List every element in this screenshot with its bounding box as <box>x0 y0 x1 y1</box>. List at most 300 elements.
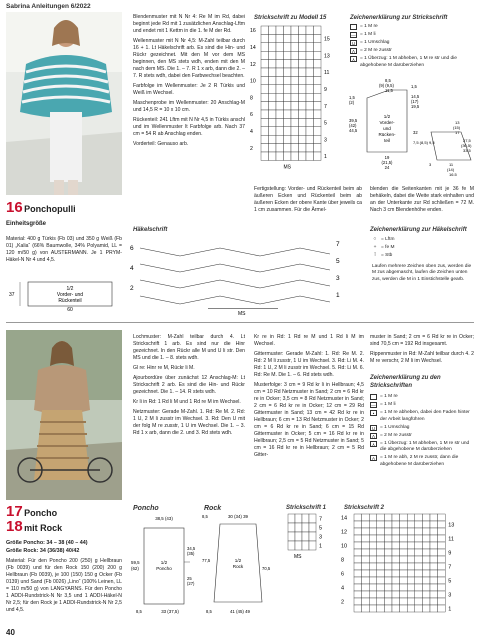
chart1-cell <box>276 118 284 126</box>
s2-cell <box>354 563 362 570</box>
crochet-row-label: 3 <box>336 275 340 282</box>
s1-cell <box>302 523 309 532</box>
chart1-cell <box>291 43 299 51</box>
rock-schematic <box>200 510 276 616</box>
chart1-cell <box>291 85 299 93</box>
s2-cell <box>362 542 370 549</box>
chart1-cell <box>291 93 299 101</box>
s2-cell <box>422 556 430 563</box>
sch-l1b: (2) <box>349 100 355 105</box>
s2-cell <box>415 591 423 598</box>
legend1-item <box>350 32 475 38</box>
s2-cell <box>377 591 385 598</box>
s2-row-label: 11 <box>448 536 454 543</box>
sch-sl6: (30,5) <box>461 143 472 148</box>
s2-cell <box>354 605 362 612</box>
s2-row-label: 6 <box>341 571 345 578</box>
legend2-sym: + <box>373 245 377 251</box>
s2-cell <box>377 542 385 549</box>
chart1-cell <box>284 135 292 143</box>
chart1-cell <box>269 68 277 76</box>
s1-cell <box>309 514 316 523</box>
s2-cell <box>430 514 438 521</box>
s2-cell <box>407 528 415 535</box>
s2-cell <box>362 535 370 542</box>
s2-cell <box>415 577 423 584</box>
s2-cell <box>354 535 362 542</box>
chart1-cell <box>276 76 284 84</box>
chart1-row-label: 3 <box>324 137 327 144</box>
chart1-cell <box>306 34 314 42</box>
s2-cell <box>430 577 438 584</box>
chart-s1-title: Strickschrift 1 <box>286 505 327 511</box>
chart-s2-title: Strickschrift 2 <box>344 505 385 511</box>
s2-cell <box>422 528 430 535</box>
top-col2 <box>133 14 245 151</box>
legend3-sym: ⋏ <box>371 441 376 447</box>
s2-cell <box>407 570 415 577</box>
legend3-item <box>370 410 476 423</box>
sch-c3: und <box>383 126 391 131</box>
chart1-cell <box>269 76 277 84</box>
s2-cell <box>400 591 408 598</box>
chart1-cell <box>306 118 314 126</box>
legend3-item <box>370 433 476 439</box>
size-heading: Einheitsgröße <box>6 221 47 227</box>
chart1-cell <box>261 135 269 143</box>
s2-cell <box>377 535 385 542</box>
chart1-cell <box>269 34 277 42</box>
chart1-cell <box>284 85 292 93</box>
chart1-cell <box>314 127 322 135</box>
s2-cell <box>422 542 430 549</box>
s2-cell <box>354 591 362 598</box>
chart1-cell <box>299 43 307 51</box>
s2-cell <box>400 556 408 563</box>
section-divider <box>6 322 474 323</box>
s2-cell <box>362 598 370 605</box>
poncho-left2: (62) <box>131 566 139 571</box>
sch-tw2: (9) (9,5) <box>379 83 394 88</box>
chart1-cell <box>306 60 314 68</box>
s2-cell <box>438 521 446 528</box>
s2-row-label: 2 <box>341 599 345 606</box>
model-17-18-title <box>6 504 124 534</box>
legend3-item <box>370 425 476 431</box>
chart1-cell <box>306 51 314 59</box>
col2-p2: Wellenmuster mit N Nr 4,5: M-Zahl teilbar durch 16 + 1. Lt Häkelschrift arb. Es sind die Hin- und Rückr gezeichnet. Mit den M vor dem MS beginnen, den MS stets wdh, enden mit den M nach dem MS. Die 1. – 7. R 1 x arb, dann die 2. – 7. R stets wdh, dabei den Farbwechsel beachten. <box>133 38 245 80</box>
rock-c1: 1/2 <box>234 558 242 563</box>
s2-cell <box>392 542 400 549</box>
s2-cell <box>362 521 370 528</box>
s1-cell <box>295 532 302 541</box>
legend1-sym: — <box>351 33 356 39</box>
chart1-cell <box>299 85 307 93</box>
sch-c4: Rücken- <box>378 132 396 137</box>
chart1-cell <box>299 127 307 135</box>
s2-cell <box>415 563 423 570</box>
chart1-cell <box>261 51 269 59</box>
chart1-cell <box>306 85 314 93</box>
s2-cell <box>377 556 385 563</box>
s2-cell <box>362 563 370 570</box>
chart1-row-label: 1 <box>324 154 327 161</box>
s1-row-label: 7 <box>319 516 323 523</box>
s2-cell <box>384 556 392 563</box>
s2-cell <box>407 605 415 612</box>
chart1-cell <box>276 51 284 59</box>
legend1 <box>350 24 475 71</box>
legend1-sym: U <box>351 41 356 47</box>
s1-cell <box>288 514 295 523</box>
chart1-cell <box>299 93 307 101</box>
model-17-18-photo <box>6 330 122 500</box>
chart1-cell <box>269 118 277 126</box>
chart1-row-label: 9 <box>324 87 327 93</box>
chart1-cell <box>261 127 269 135</box>
legend1-item <box>350 56 475 69</box>
sch-tw3: 11,5 <box>385 88 393 93</box>
chart1-cell <box>261 43 269 51</box>
s2-cell <box>415 528 423 535</box>
chart1-cell <box>269 26 277 34</box>
legend2-text: = Stb <box>381 253 393 259</box>
chart1-cell <box>284 34 292 42</box>
s2-cell <box>384 598 392 605</box>
chart1-cell <box>314 51 322 59</box>
legend2 <box>372 237 476 284</box>
s2-cell <box>430 556 438 563</box>
s2-cell <box>377 549 385 556</box>
chart1-cell <box>284 110 292 118</box>
crochet-row-label: 5 <box>336 258 340 265</box>
legend3-sym: A <box>371 456 375 462</box>
sch-r1: 1,5 <box>411 84 417 89</box>
s2-cell <box>354 514 362 521</box>
s2-cell <box>400 570 408 577</box>
s1-row-label: 5 <box>319 525 323 532</box>
chart1-cell <box>306 43 314 51</box>
s2-cell <box>392 549 400 556</box>
s2-cell <box>392 605 400 612</box>
small-l2: Vorder- und <box>56 292 84 298</box>
materials-text: Material: 400 g Türkis (Fb 03) und 350 g Weiß (Fb 01) „Kalia“ (66% Baumwolle, 34% Polyamid, LL = 120 m/50 g) von AUSTERMANN. Je 1 PRYM-Häkel-N Nr 4 und 4,5. <box>6 236 122 264</box>
chart1-cell <box>314 135 322 143</box>
legend3-text: = 1 Überzug: 1 M abheben, 1 M re str und die abgehobene M darüberziehen <box>380 440 470 453</box>
crochet-row-label: 1 <box>336 292 340 299</box>
legend3-text: = 2 M re zusstr <box>380 432 412 438</box>
rock-right: 70,5 <box>262 566 271 571</box>
sch-r4: 19,5 <box>411 104 420 109</box>
s2-cell <box>422 598 430 605</box>
sizes-17-18 <box>6 540 124 555</box>
s1-cell <box>295 514 302 523</box>
legend1-title: Zeichenerklärung zur Strickschrift <box>350 15 448 21</box>
s2-cell <box>369 521 377 528</box>
top-col3 <box>254 186 362 217</box>
s2-cell <box>354 556 362 563</box>
chart-s1 <box>284 512 334 572</box>
legend2-title: Zeichenerklärung zur Häkelschrift <box>370 227 467 233</box>
chart1-cell <box>269 135 277 143</box>
s2-cell <box>354 528 362 535</box>
chart1-cell <box>314 85 322 93</box>
s2-cell <box>430 528 438 535</box>
b-col3-p1: Kr re in Rd: 1 Rd re M und 1 Rd li M im Wechsel. <box>254 334 364 348</box>
chart1-cell <box>299 34 307 42</box>
s2-cell <box>415 542 423 549</box>
s2-cell <box>430 521 438 528</box>
s2-cell <box>407 556 415 563</box>
s2-cell <box>392 521 400 528</box>
s2-cell <box>400 598 408 605</box>
sch-sl10: 16,5 <box>449 172 457 176</box>
col3-text: Fertigstellung: Vorder- und Rückenteil beim ab äußeren Ecken und Rückenteil beim ab äußeren Ecken der obere Kante über jeweils ca 1 cm zusammen. Für die Ärmel- <box>254 186 362 214</box>
legend2-text: = Lftm <box>381 237 395 242</box>
legend2-sym: ⊺ <box>373 253 377 259</box>
s2-cell <box>392 584 400 591</box>
chart1-cell <box>291 76 299 84</box>
sch-r2: 14,5 <box>411 94 420 99</box>
sch-c5: teil <box>384 138 390 143</box>
chart1-cell <box>276 135 284 143</box>
chart1-ms: MS <box>283 164 291 171</box>
sch-sl7: 33,5 <box>463 148 471 153</box>
s2-cell <box>400 535 408 542</box>
s2-cell <box>362 549 370 556</box>
legend3-item <box>370 455 476 468</box>
s2-cell <box>384 514 392 521</box>
s2-cell <box>362 514 370 521</box>
legend3-sym: — <box>371 403 376 409</box>
materials-17-18 <box>6 558 122 617</box>
s2-cell <box>407 598 415 605</box>
s1-cell <box>288 541 295 550</box>
bottom-col2 <box>133 334 245 440</box>
chart1-cell <box>299 26 307 34</box>
chart1-cell <box>314 60 322 68</box>
chart1-cell <box>306 135 314 143</box>
legend3-sym: • <box>370 410 377 416</box>
poncho-c1: 1/2 <box>160 560 168 565</box>
s2-cell <box>422 514 430 521</box>
s2-cell <box>430 535 438 542</box>
legend1-text: = 2 M re zusstr <box>360 48 392 54</box>
chart1-row-label: 15 <box>324 36 330 43</box>
chart1-cell <box>306 152 314 160</box>
s2-cell <box>430 584 438 591</box>
model-number-18: 18 <box>6 518 23 535</box>
s1-ms: MS <box>294 554 302 560</box>
s1-cell <box>302 532 309 541</box>
s2-cell <box>438 535 446 542</box>
chart1-cell <box>291 127 299 135</box>
chart1-row-label: 12 <box>250 61 256 68</box>
col4-text: blenden die Seitenkanten mit je 36 fe M behäkeln, dabei die Weite stark einhalten und an der Unterkante zur Rd schließen = 72 M. Nach 3 cm Blendenhöhe enden. <box>370 186 474 214</box>
s2-cell <box>407 563 415 570</box>
small-b-label: 60 <box>67 307 73 312</box>
chart1-row-label: 13 <box>324 53 330 60</box>
chart1-cell <box>269 85 277 93</box>
s2-cell <box>369 528 377 535</box>
crochet-wave-row <box>140 280 330 288</box>
legend1-item <box>350 48 475 54</box>
crochet-row-label: 4 <box>130 265 134 272</box>
s2-cell <box>369 577 377 584</box>
s2-cell <box>400 605 408 612</box>
s2-cell <box>392 535 400 542</box>
s1-cell <box>295 523 302 532</box>
s2-cell <box>430 542 438 549</box>
s2-cell <box>430 605 438 612</box>
model-name-17: Poncho <box>24 508 58 518</box>
s2-row-label: 10 <box>341 543 348 550</box>
chart1-cell <box>276 110 284 118</box>
rock-b1: 8,5 <box>206 609 212 614</box>
chart1-cell <box>306 68 314 76</box>
b-col3-p2: Gittermuster: Gerade M-Zahl: 1. Rd: Re M. 2. Rd: 2 M li zusstr, 1 U im Wechsel. 3. Rd: Li M. 4. Rd: 1 U, 2 M li zusstr im Wechsel. 5. Rd: Li M. 6. Rd: Re M. Die 1. – 6. Rd stets wdh. <box>254 351 364 379</box>
b-col2-p4: Kr li in Rd: 1 Rd li M und 1 Rd re M im Wechsel. <box>133 399 241 406</box>
s2-cell <box>438 584 446 591</box>
poncho-r1: 34,5 <box>187 546 196 551</box>
rock-bottom: 41 (45) 49 <box>229 609 251 614</box>
s2-cell <box>407 514 415 521</box>
s2-cell <box>400 542 408 549</box>
s2-cell <box>369 514 377 521</box>
b-col4-p1: muster in Sand; 2 cm = 6 Rd kr re in Ocker; sind 70,5 cm = 192 Rd insgesamt. <box>370 334 474 348</box>
chart1-cell <box>314 26 322 34</box>
crochet-row-label: 7 <box>336 241 340 248</box>
top-schematic <box>345 76 475 176</box>
s2-cell <box>430 549 438 556</box>
s2-cell <box>377 563 385 570</box>
sch-b1: 19 <box>384 155 390 160</box>
legend2-item <box>372 237 476 243</box>
sch-sl1: 13 <box>455 120 460 125</box>
model-16-title <box>6 198 124 218</box>
s2-row-label: 8 <box>341 557 345 564</box>
s2-cell <box>377 605 385 612</box>
chart1-cell <box>314 76 322 84</box>
chart1-cell <box>284 60 292 68</box>
s2-cell <box>430 570 438 577</box>
s1-cell <box>302 541 309 550</box>
materials-16 <box>6 236 122 267</box>
s2-cell <box>377 521 385 528</box>
chart1-cell <box>314 93 322 101</box>
chart1-cell <box>306 102 314 110</box>
s2-cell <box>407 591 415 598</box>
s2-cell <box>354 542 362 549</box>
top-col4 <box>370 186 474 217</box>
s2-cell <box>415 556 423 563</box>
model-name: Ponchopulli <box>24 204 76 214</box>
s2-cell <box>354 521 362 528</box>
s2-cell <box>354 549 362 556</box>
chart1-row-label: 16 <box>250 28 256 35</box>
s2-cell <box>438 542 446 549</box>
s2-cell <box>384 563 392 570</box>
chart1-cell <box>314 43 322 51</box>
poncho-schematic <box>130 512 200 616</box>
s2-cell <box>438 605 446 612</box>
legend1-text: = 1 Umschlag <box>360 40 390 46</box>
s2-cell <box>438 528 446 535</box>
s2-cell <box>377 598 385 605</box>
s2-cell <box>384 521 392 528</box>
s2-cell <box>438 570 446 577</box>
chart1-cell <box>276 34 284 42</box>
s2-cell <box>407 535 415 542</box>
s2-cell <box>392 556 400 563</box>
legend3-text: = 1 M re abh, 2 M re zusstr, dann die abgehobene M darüberziehen <box>380 455 459 467</box>
s1-row-label: 3 <box>319 534 323 541</box>
s1-cell <box>295 541 302 550</box>
col2-p6: Vorderteil: Genauso arb. <box>133 141 189 148</box>
sch-r3: (17) <box>411 99 419 104</box>
s2-cell <box>438 549 446 556</box>
sch-sl4: 7,5 (8,5) 9,5 <box>413 140 435 145</box>
chart1-row-label: 8 <box>250 95 253 102</box>
poncho-r4: (27) <box>187 581 195 586</box>
s2-cell <box>392 591 400 598</box>
s2-cell <box>362 584 370 591</box>
s2-cell <box>362 528 370 535</box>
s2-cell <box>392 528 400 535</box>
chart1-cell <box>276 152 284 160</box>
s2-cell <box>354 570 362 577</box>
chart1-cell <box>269 51 277 59</box>
legend1-text: = 1 Überzug: 1 M abheben, 1 M re str und die abgehobene M darüberziehen <box>360 56 457 68</box>
s2-cell <box>362 556 370 563</box>
legend3-item <box>370 402 476 408</box>
legend3-sym <box>370 394 377 400</box>
chart1-cell <box>269 102 277 110</box>
small-l1: 1/2 <box>66 286 74 292</box>
s2-row-label: 3 <box>448 592 452 599</box>
chart1-cell <box>284 51 292 59</box>
poncho-bottom: 33 (37,5) <box>161 609 179 614</box>
poncho-b1: 8,5 <box>136 609 142 614</box>
chart1-row-label: 11 <box>324 70 330 77</box>
chart1-cell <box>261 102 269 110</box>
legend3 <box>370 394 476 470</box>
s2-cell <box>422 584 430 591</box>
s2-row-label: 5 <box>448 578 452 585</box>
s2-cell <box>438 514 446 521</box>
sch-sl5: 27,5 <box>463 138 471 143</box>
s2-cell <box>422 549 430 556</box>
s2-cell <box>377 528 385 535</box>
s2-cell <box>377 584 385 591</box>
s2-cell <box>415 598 423 605</box>
chart1-cell <box>276 60 284 68</box>
chart1-cell <box>261 34 269 42</box>
crochet-row-label: 2 <box>130 285 134 292</box>
chart1-cell <box>284 68 292 76</box>
sch-sl11: 3 <box>429 162 432 167</box>
s2-cell <box>354 598 362 605</box>
chart1-row-label: 10 <box>250 78 256 85</box>
legend2-text: = fe M <box>381 245 395 251</box>
s2-cell <box>415 584 423 591</box>
sch-c2: Vorder- <box>379 120 395 125</box>
rock-left: 77,5 <box>202 558 211 563</box>
s2-cell <box>400 563 408 570</box>
s2-cell <box>384 542 392 549</box>
s2-cell <box>438 563 446 570</box>
s2-row-label: 7 <box>448 564 452 571</box>
